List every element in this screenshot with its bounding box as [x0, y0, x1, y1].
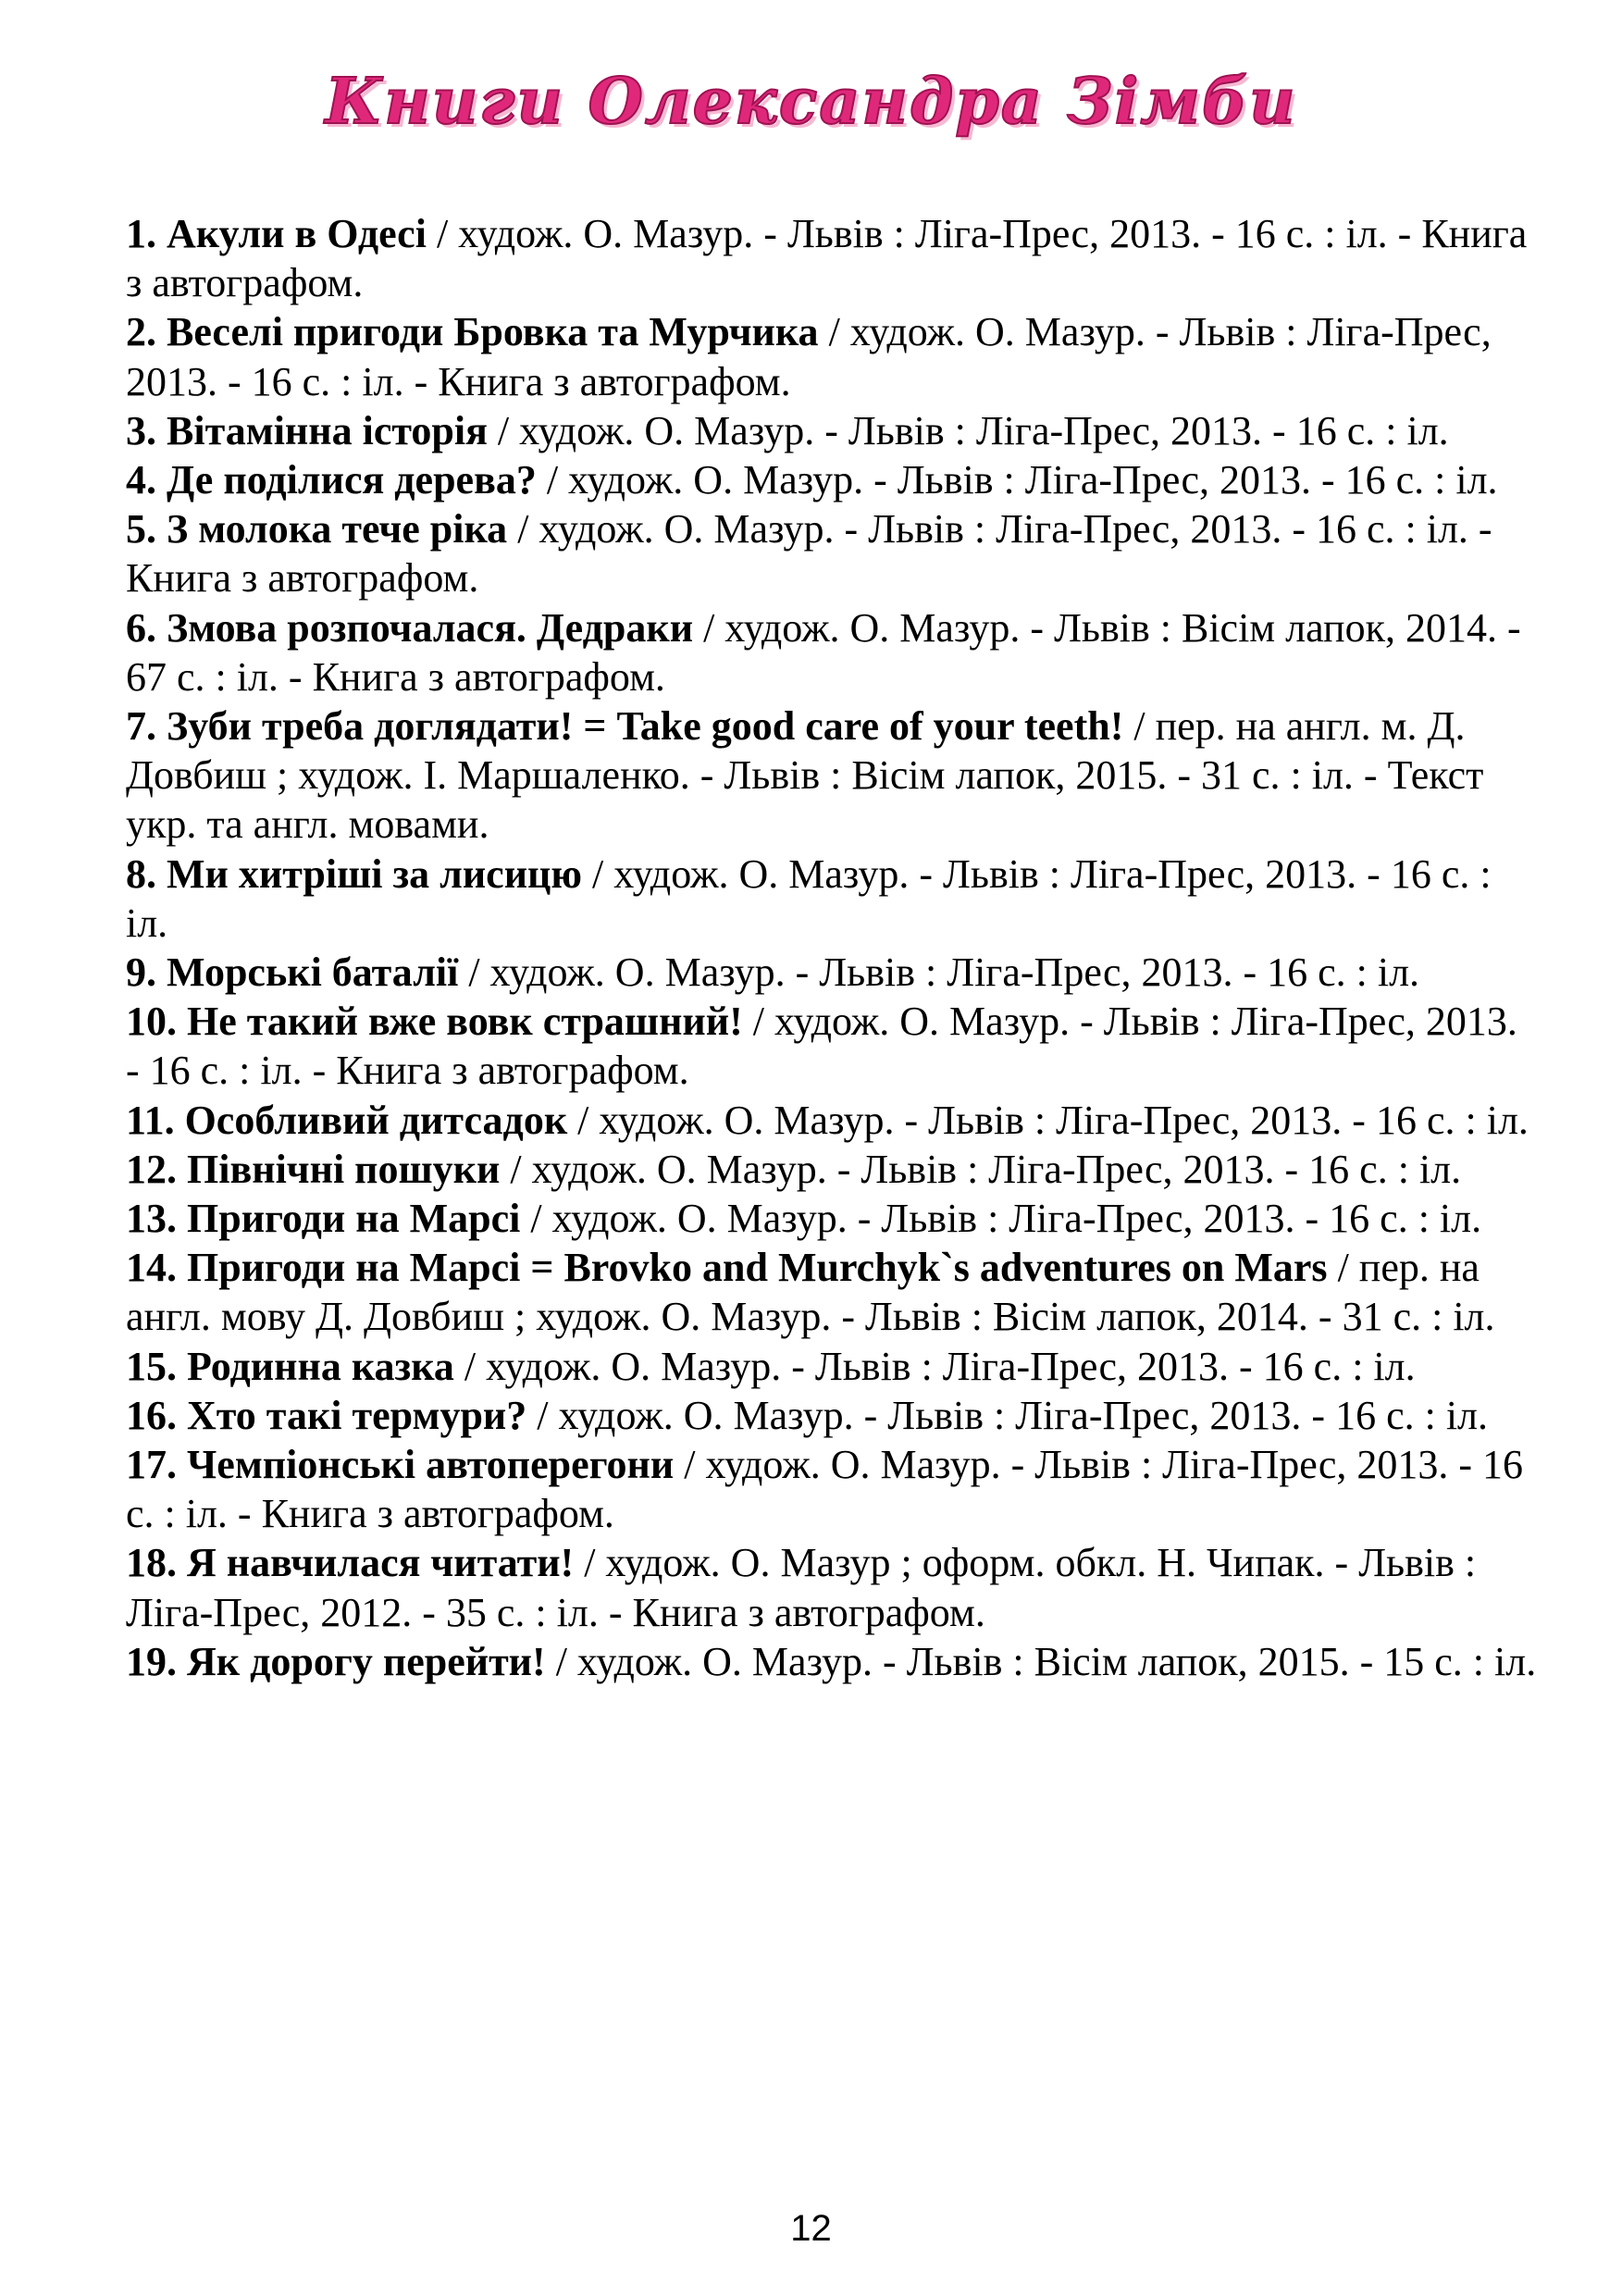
book-title: 3. Вітамінна історія	[126, 407, 488, 453]
book-title: 2. Веселі пригоди Бровка та Мурчика	[126, 309, 819, 355]
list-item	[126, 1538, 1540, 1636]
book-title: 13. Пригоди на Марсі	[126, 1196, 521, 1242]
book-title: 9. Морські баталії	[126, 949, 459, 996]
book-details: / худож. О. Мазур. - Львів : Ліга-Прес, 2013. - 16 с. : іл.	[458, 949, 1420, 996]
book-title: 17. Чемпіонські автоперегони	[126, 1442, 675, 1488]
list-item	[126, 307, 1540, 405]
list-item	[126, 1391, 1540, 1440]
book-title: 1. Акули в Одесі	[126, 211, 427, 256]
book-title: 4. Де поділися дерева?	[126, 457, 537, 503]
list-item	[126, 1440, 1540, 1538]
book-details: / худож. О. Мазур. - Львів : Ліга-Прес, 2013. - 16 с. : іл. - Книга з автографом.	[126, 309, 1492, 404]
book-details: / пер. на англ. мову Д. Довбиш ; худож. О. Мазур. - Львів : Вісім лапок, 2014. - 31 с. : іл.	[126, 1245, 1495, 1340]
book-details: / худож. О. Мазур. - Львів : Ліга-Прес, 2013. - 16 с. : іл. - Книга з автографом.	[126, 506, 1492, 602]
list-item	[126, 1342, 1540, 1391]
book-title: 18. Я навчилася читати!	[126, 1540, 575, 1586]
book-title: 6. Змова розпочалася. Дедраки	[126, 604, 694, 651]
book-details: / худож. О. Мазур. - Львів : Вісім лапок, 2015. - 15 с. : іл.	[545, 1638, 1537, 1684]
list-item	[126, 504, 1540, 602]
book-title: 14. Пригоди на Марсі = Brovko and Murchyk`s adventures on Mars	[126, 1245, 1328, 1291]
book-title: 16. Хто такі термури?	[126, 1392, 527, 1438]
book-title: 19. Як дорогу перейти!	[126, 1638, 546, 1684]
book-title: 7. Зуби треба доглядати! = Take good care of your teeth!	[126, 703, 1124, 750]
book-title: 15. Родинна казка	[126, 1343, 454, 1389]
list-item	[126, 1145, 1540, 1194]
book-title: 5. З молока тече ріка	[126, 506, 508, 552]
list-item	[126, 406, 1540, 455]
list-item	[126, 603, 1540, 701]
book-details: / худож. О. Мазур. - Львів : Ліга-Прес, 2013. - 16 с. : іл.	[520, 1196, 1482, 1242]
book-list	[126, 209, 1540, 1686]
book-details: / худож. О. Мазур. - Львів : Ліга-Прес, 2013. - 16 с. : іл.	[453, 1343, 1416, 1389]
list-item	[126, 1096, 1540, 1145]
list-item	[126, 455, 1540, 504]
book-title: 10. Не такий вже вовк страшний!	[126, 999, 743, 1045]
list-item	[126, 701, 1540, 850]
book-details: / худож. О. Мазур. - Львів : Ліга-Прес, 2013. - 16 с. : іл.	[500, 1146, 1462, 1192]
book-title: 11. Особливий дитсадок	[126, 1097, 568, 1143]
list-item	[126, 850, 1540, 948]
list-item	[126, 1637, 1540, 1686]
book-details: / худож. О. Мазур. - Львів : Ліга-Прес, 2013. - 16 с. : іл.	[567, 1097, 1529, 1143]
book-details: / худож. О. Мазур. - Львів : Ліга-Прес, 2013. - 16 с. : іл. - Книга з автографом.	[126, 1442, 1524, 1537]
page-title: Книги Олександра Зімби	[325, 65, 1297, 139]
list-item	[126, 948, 1540, 997]
book-details: / худож. О. Мазур. - Львів : Ліга-Прес, 2013. - 16 с. : іл.	[536, 457, 1498, 503]
list-item	[126, 997, 1540, 1095]
book-details: / худож. О. Мазур. - Львів : Ліга-Прес, 2013. - 16 с. : іл.	[526, 1392, 1489, 1438]
list-item	[126, 1243, 1540, 1341]
book-title: 8. Ми хитріші за лисицю	[126, 850, 583, 897]
book-title: 12. Північні пошуки	[126, 1146, 501, 1192]
book-details: / пер. на англ. м. Д. Довбиш ; худож. І. Маршаленко. - Львів : Вісім лапок, 2015. - 31 с. : іл. - Текст укр. та англ. мовами.	[126, 703, 1484, 848]
book-details: / худож. О. Мазур. - Львів : Ліга-Прес, 2013. - 16 с. : іл.	[487, 407, 1449, 453]
book-details: / худож. О. Мазур. - Львів : Ліга-Прес, 2013. - 16 с. : іл.	[126, 850, 1492, 946]
book-details: / худож. О. Мазур. - Львів : Вісім лапок, 2014. - 67 с. : іл. - Книга з автографом.	[126, 604, 1521, 700]
list-item	[126, 1194, 1540, 1243]
book-details: / худож. О. Мазур ; оформ. обкл. Н. Чипак. - Львів : Ліга-Прес, 2012. - 35 с. : іл. - Книга з автографом.	[126, 1540, 1477, 1635]
page-number: 12	[790, 2208, 832, 2249]
book-details: / худож. О. Мазур. - Львів : Ліга-Прес, 2013. - 16 с. : іл. - Книга з автографом.	[126, 211, 1528, 306]
list-item	[126, 209, 1540, 307]
book-details: / худож. О. Мазур. - Львів : Ліга-Прес, 2013. - 16 с. : іл. - Книга з автографом.	[126, 999, 1517, 1094]
